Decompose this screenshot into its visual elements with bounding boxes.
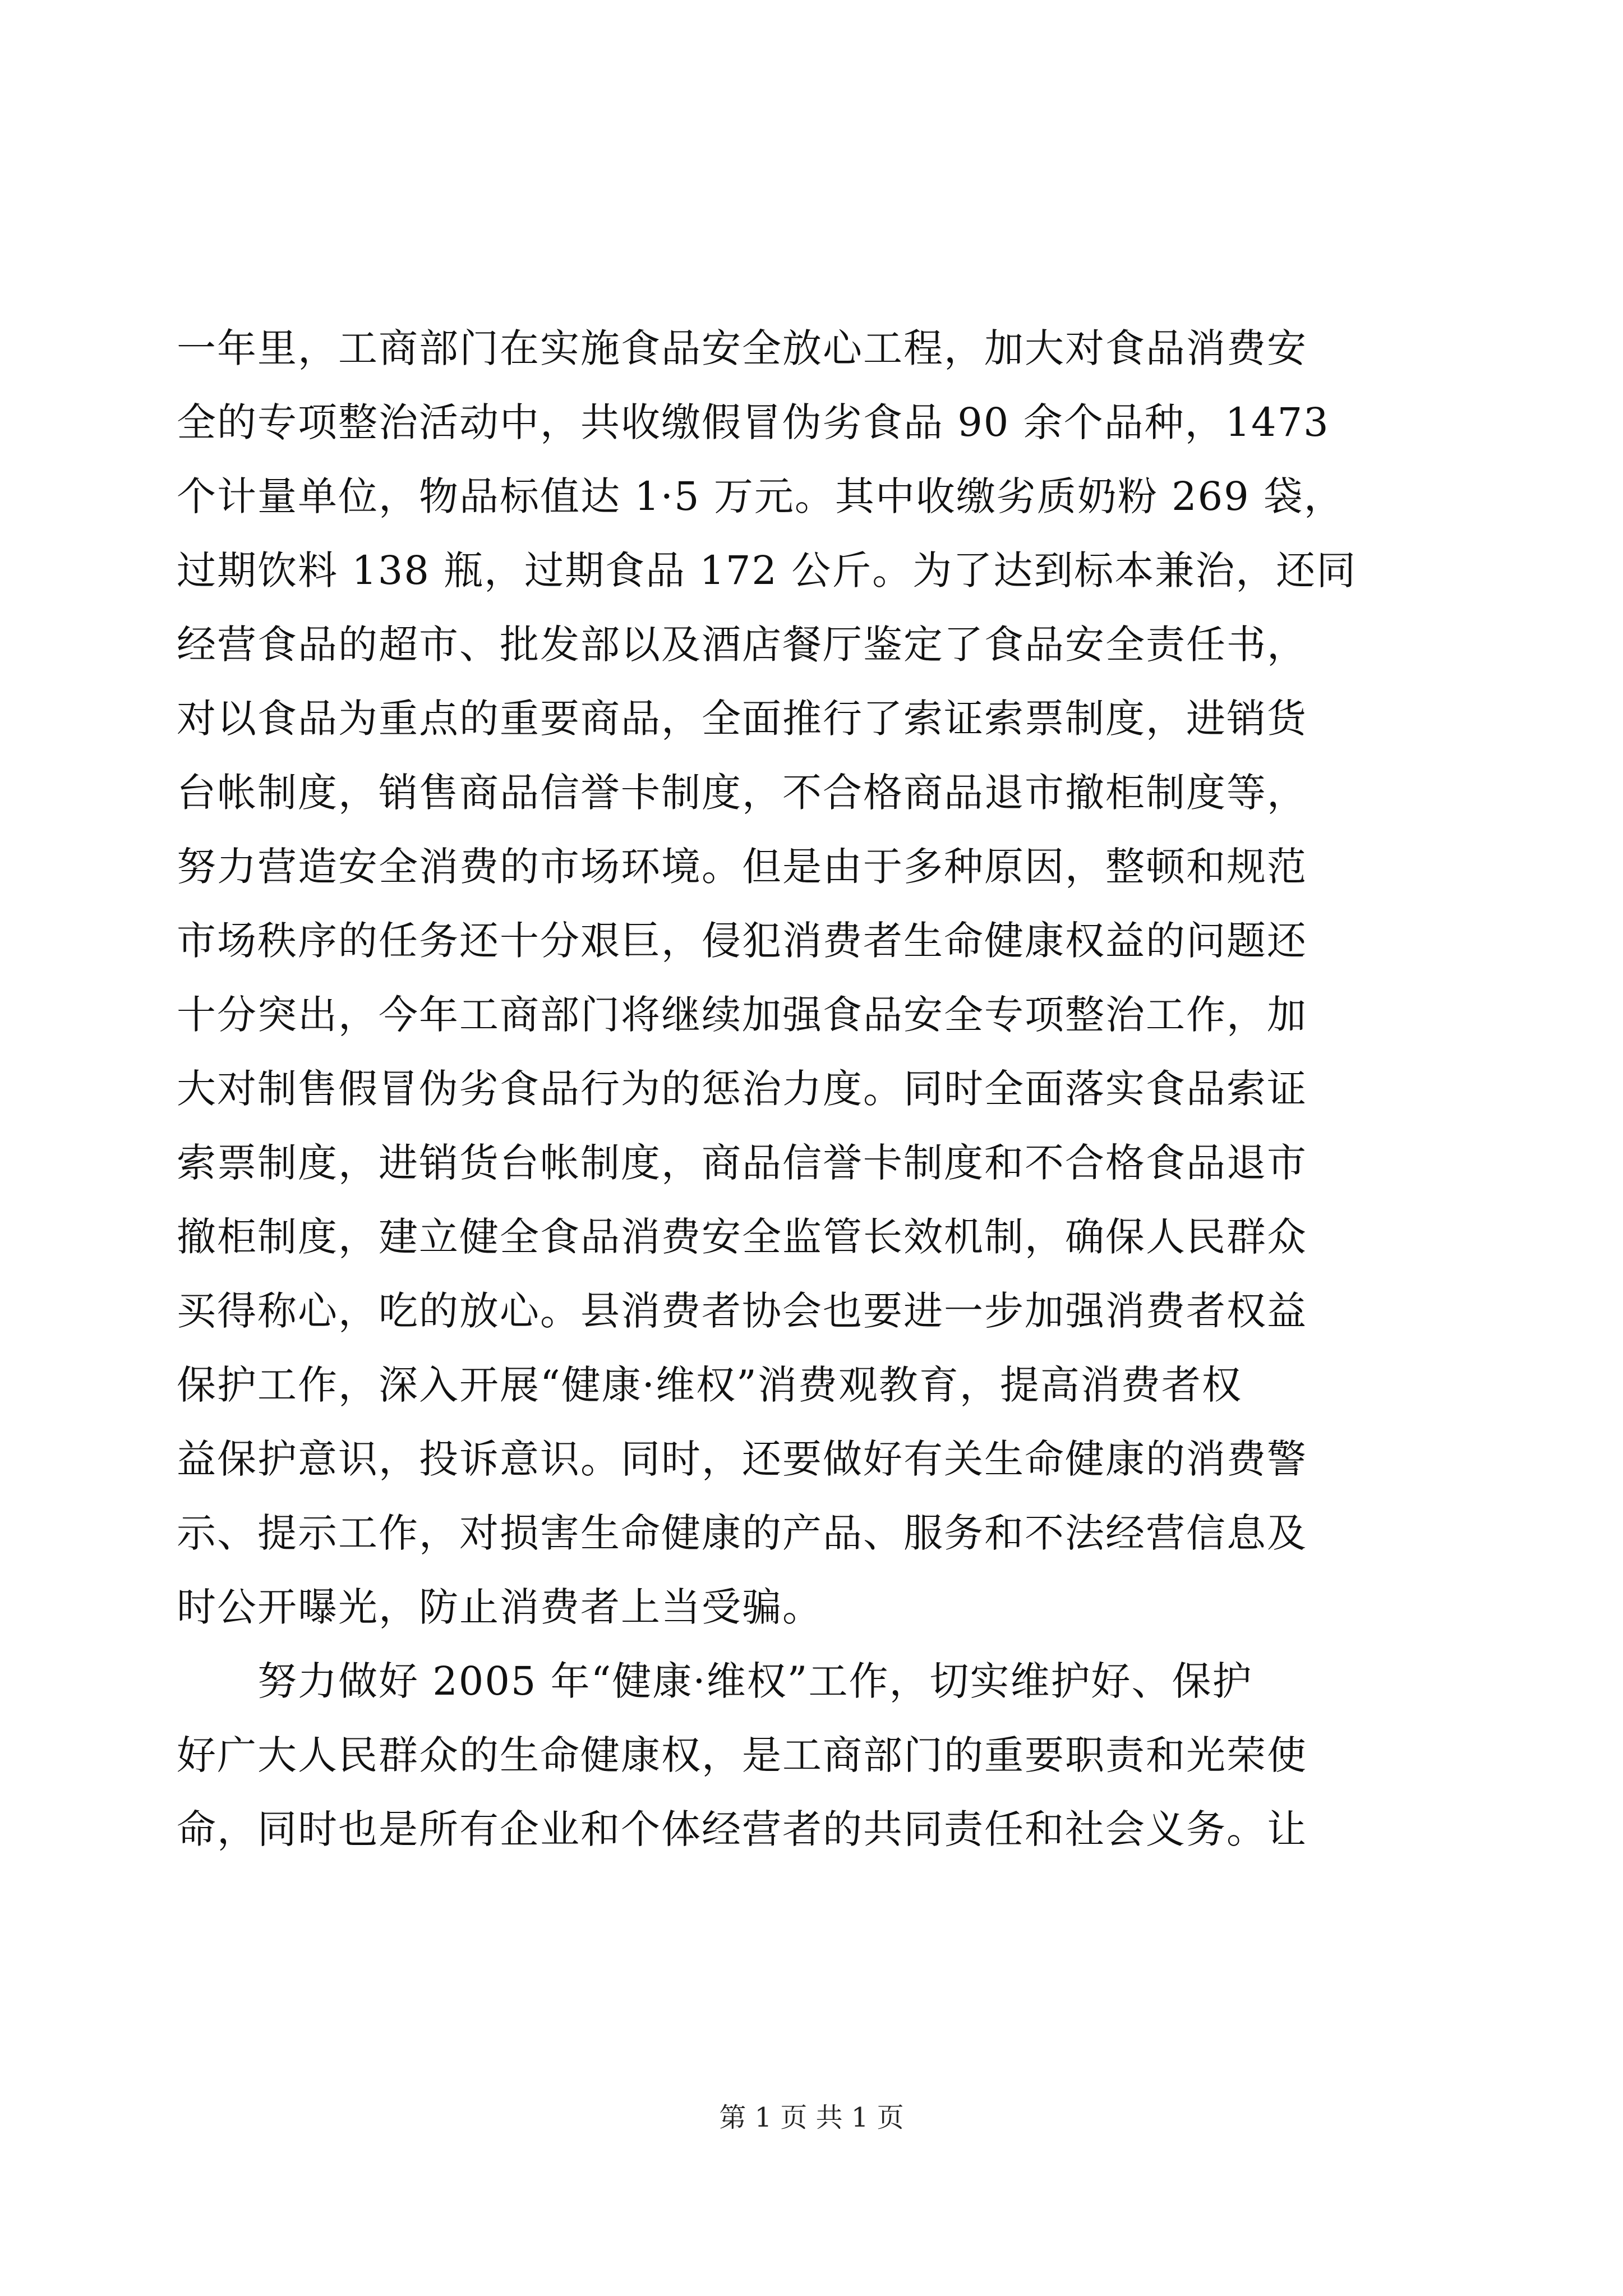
text-line: 益保护意识，投诉意识。同时，还要做好有关生命健康的消费警: [177, 1436, 1307, 1482]
text-line: 过期饮料 138 瓶，过期食品 172 公斤。为了达到标本兼治，还同: [177, 547, 1357, 593]
text-line: 经营食品的超市、批发部以及酒店餐厅鉴定了食品安全责任书，: [177, 622, 1307, 668]
text-line: 努力营造安全消费的市场环境。但是由于多种原因，整顿和规范: [177, 844, 1307, 890]
text-line: 好广大人民群众的生命健康权，是工商部门的重要职责和光荣使: [177, 1732, 1307, 1778]
text-line: 市场秩序的任务还十分艰巨，侵犯消费者生命健康权益的问题还: [177, 918, 1307, 964]
body-text: [177, 311, 1410, 1866]
text-line: 撤柜制度，建立健全食品消费安全监管长效机制，确保人民群众: [177, 1214, 1307, 1260]
text-line: 示、提示工作，对损害生命健康的产品、服务和不法经营信息及: [177, 1510, 1307, 1556]
text-line: 对以食品为重点的重要商品，全面推行了索证索票制度，进销货: [177, 696, 1307, 742]
text-line: 买得称心，吃的放心。县消费者协会也要进一步加强消费者权益: [177, 1288, 1307, 1334]
text-line: 时公开曝光，防止消费者上当受骗。: [177, 1584, 823, 1630]
text-line: 索票制度，进销货台帐制度，商品信誉卡制度和不合格食品退市: [177, 1140, 1307, 1186]
page-footer: 第 1 页 共 1 页: [719, 2102, 904, 2133]
text-line: 努力做好 2005 年“健康·维权”工作，切实维护好、保护: [177, 1658, 1253, 1704]
text-line: 保护工作，深入开展“健康·维权”消费观教育，提高消费者权: [177, 1362, 1242, 1408]
text-line: 大对制售假冒伪劣食品行为的惩治力度。同时全面落实食品索证: [177, 1066, 1307, 1112]
text-line: 命，同时也是所有企业和个体经营者的共同责任和社会义务。让: [177, 1806, 1307, 1852]
text-line: 全的专项整治活动中，共收缴假冒伪劣食品 90 余个品种，1473: [177, 399, 1330, 445]
text-line: 台帐制度，销售商品信誉卡制度，不合格商品退市撤柜制度等，: [177, 770, 1307, 816]
text-line: 个计量单位，物品标值达 1·5 万元。其中收缴劣质奶粉 269 袋，: [177, 473, 1344, 519]
text-line: 一年里，工商部门在实施食品安全放心工程，加大对食品消费安: [177, 325, 1307, 371]
text-line: 十分突出，今年工商部门将继续加强食品安全专项整治工作，加: [177, 992, 1307, 1038]
